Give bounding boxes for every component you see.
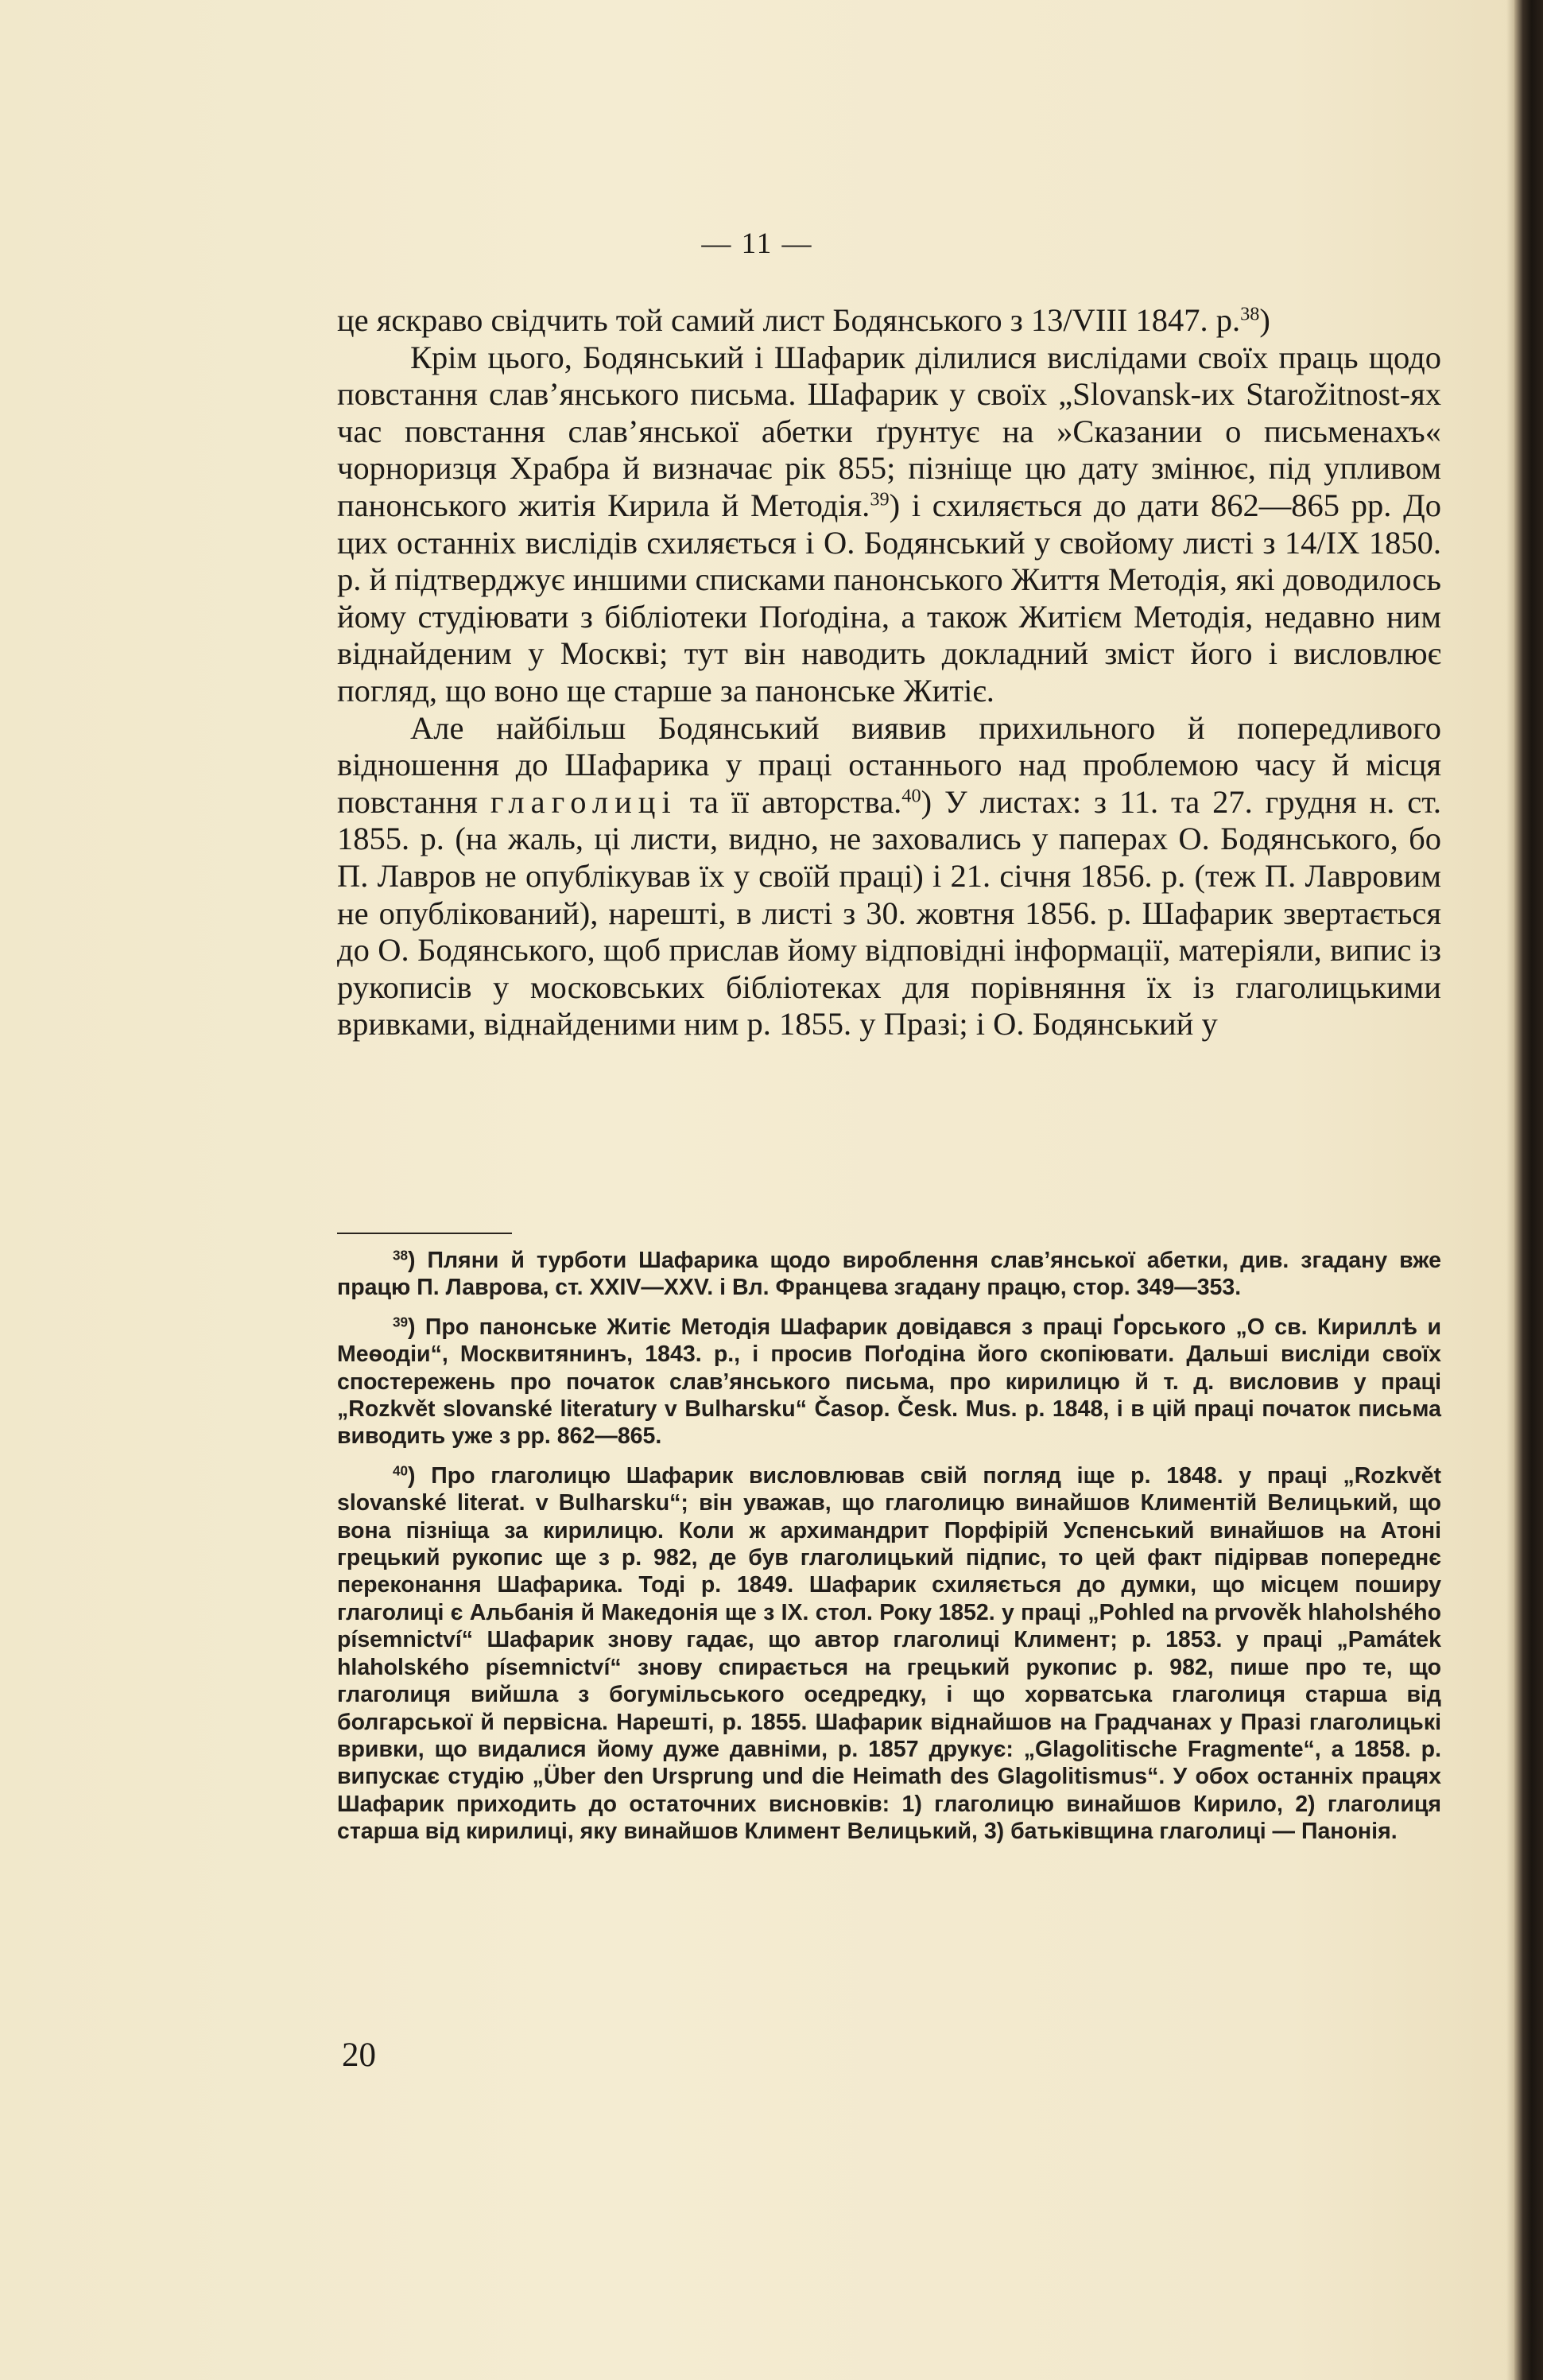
paragraph-3: [337, 710, 1441, 1043]
footnote-40: [337, 1462, 1441, 1846]
footnote-mark: 40: [393, 1463, 409, 1479]
paragraph-2-text-b: ) і схиляється до дати 862—865 рр. До цих останніх вислідів схиляється і О. Бодянський у свойому листі з 14/IX 1850. р. й підтверджує иншими списками панонського Життя Методія, які доводилось йому студіювати з бібліотеки Поґодіна, а також Житієм Методія, недавно ним віднайденим у Москві; тут він наводить докладний зміст його і висловлює погляд, що воно ще старше за панонське Житіє.: [337, 487, 1441, 709]
paragraph-1: [337, 302, 1441, 340]
footnote-39: [337, 1314, 1441, 1450]
footnote-ref-38[interactable]: 38: [1240, 303, 1260, 325]
footnote-text: ) Про глаголицю Шафарик висловлював свій погляд іще р. 1848. у праці „Rozkvět slovanské literat. v Bulharsku“; він уважав, що глаголицю винайшов Климентій Велицький, що вона пізніща за кирилицю. Коли ж архимандрит Порфірій Успенський винайшов на Атоні грецький рукопис ще з р. 982, де був глаголицький підпис, то цей факт підірвав попереднє переконання Шафарика. Тоді р. 1849. Шафарик схиляється до думки, що місцем поширу глаголиці є Альбанія й Македонія ще з IX. стол. Року 1852. у праці „Pohled na prvověk hlaholshého písemnictví“ Шафарик знову гадає, що автор глаголиці Климент; р. 1853. у праці „Památek hlaholského písemnictví“ знову спирається на грецький рукопис р. 982, пише про те, що глаголиця вийшла з богумільського оседредку, і що хорватська глаголиця старша від болгарської й первісна. Нарешті, р. 1855. Шафарик віднайшов на Градчанах у Празі глаголицькі вривки, що видалися йому дуже давніми, р. 1857 друкує: „Glagolitische Fragmente“, а 1858. р. випускає студію „Über den Ursprung und die Heimath des Glagolitismus“. У обох останніх працях Шафарик приходить до остаточних висновків: 1) глаголицю винайшов Кирило, 2) глаголиця старша від кирилиці, яку винайшов Климент Велицький, 3) батьківщина глаголиці — Панонія.: [337, 1462, 1441, 1845]
footnote-ref-40[interactable]: 40: [901, 785, 921, 807]
page-gutter-shadow: [1506, 0, 1514, 2380]
footnote-separator: [337, 1233, 512, 1234]
paragraph-2: [337, 340, 1441, 710]
footnote-text: ) Про панонське Житіє Методія Шафарик довідався з праці Ґорського „О св. Кириллѣ и Меѳодіи“, Москвитянинъ, 1843. р., і просив Поґодіна його скопіювати. Дальші висліди своїх спостережень про початок слав’янського письма, про кирилицю й т. д. висловив у праці „Rozkvět slovanské literatury v Bulharsku“ Časop. Česk. Mus. p. 1848, і в цій праці початок письма виводить уже з рр. 862—865.: [337, 1314, 1441, 1450]
paragraph-3-text-c: ) У листах: з 11. та 27. грудня н. ст. 1855. р. (на жаль, ці листи, видно, не заховались у паперах О. Бодянського, бо П. Лавров не опублікував їх у своїй праці) і 21. січня 1856. р. (теж П. Лавровим не опублікований), нарешті, в листі з 30. жовтня 1856. р. Шафарик звертається до О. Бодянського, щоб прислав йому відповідні інформації, матеріяли, випис із рукописів у московських бібліотеках для порівняння їх із глаголицькими вривками, віднайденими ним р. 1855. у Празі; і О. Бодянський у: [337, 783, 1441, 1042]
paragraph-1-text: це яскраво свідчить той самий лист Бодянського з 13/VIII 1847. р.: [337, 302, 1241, 338]
signature-mark: 20: [342, 2036, 376, 2074]
paragraph-3-text-a: Але найбільш Бодянський виявив прихильного й попередливого відношення до Шафарика у праці останнього над проблемою часу й місця повстання: [337, 709, 1441, 820]
paragraph-3-text-b: та її авторства.: [677, 783, 902, 820]
main-text: [337, 302, 1441, 1043]
footnote-mark: 39: [393, 1314, 409, 1330]
paragraph-2-text-a: Крім цього, Бодянський і Шафарик ділилися вислідами своїх праць щодо повстання слав’янського письма. Шафарик у своїх „Slovansk-их Starožitnost-ях час повстання слав’янської абетки ґрунтує на »Сказании о письменахъ« чорноризця Храбра й визначає рік 855; пізніще цю дату змінює, під упливом панонського житія Кирила й Методія.: [337, 339, 1441, 523]
footnote-ref-39[interactable]: 39: [870, 488, 890, 511]
book-spine: [1514, 0, 1543, 2380]
spaced-word-glagolytsi: глаголиці: [490, 783, 677, 820]
footnote-text: ) Пляни й турботи Шафарика щодо вироблення слав’янської абетки, див. згадану вже працю П. Лаврова, ст. XXIV—XXV. і Вл. Францева згадану працю, стор. 349—353.: [337, 1248, 1441, 1301]
paragraph-1-end: ): [1259, 302, 1270, 338]
footnote-38: [337, 1247, 1441, 1302]
footnotes: [337, 1247, 1441, 1858]
footnote-mark: 38: [393, 1248, 409, 1264]
running-head: — 11 —: [701, 227, 813, 260]
